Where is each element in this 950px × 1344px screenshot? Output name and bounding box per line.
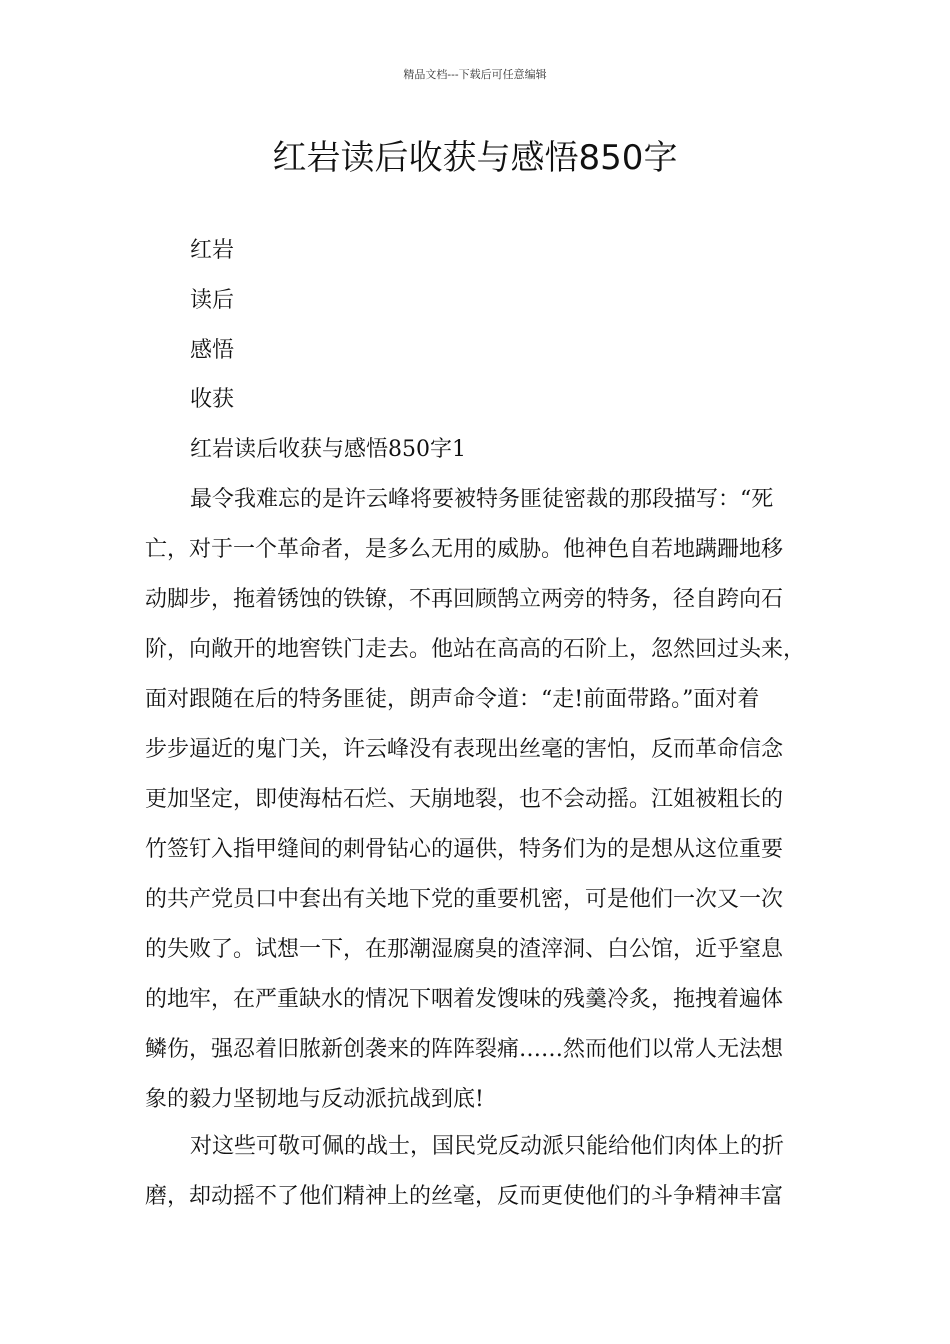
paragraph-1 bbox=[145, 485, 825, 1135]
paragraph-line: 磨，却动摇不了他们精神上的丝毫，反而更使他们的斗争精神丰富 bbox=[145, 1184, 784, 1209]
paragraph-line: 的共产党员口中套出有关地下党的重要机密，可是他们一次又一次 bbox=[145, 887, 784, 912]
keyword-duhou: 读后 bbox=[190, 288, 235, 313]
paragraph-line: 象的毅力坚韧地与反动派抗战到底! bbox=[145, 1087, 484, 1112]
keyword-shouhuo: 收获 bbox=[190, 387, 235, 412]
document-title: 红岩读后收获与感悟850字 bbox=[272, 138, 678, 178]
paragraph-line: 动脚步，拖着锈蚀的铁镣，不再回顾鹄立两旁的特务，径自跨向石 bbox=[145, 587, 784, 612]
section-subheading: 红岩读后收获与感悟850字1 bbox=[190, 437, 466, 462]
keyword-hongyan: 红岩 bbox=[190, 238, 235, 263]
paragraph-line: 的失败了。试想一下，在那潮湿腐臭的渣滓洞、白公馆，近乎窒息 bbox=[145, 937, 784, 962]
paragraph-line: 亡，对于一个革命者，是多么无用的威胁。他神色自若地蹒跚地移 bbox=[145, 537, 784, 562]
paragraph-line: 更加坚定，即使海枯石烂、天崩地裂，也不会动摇。江姐被粗长的 bbox=[145, 787, 784, 812]
paragraph-line: 最令我难忘的是许云峰将要被特务匪徒密裁的那段描写：“死 bbox=[190, 487, 774, 512]
paragraph-line: 阶，向敞开的地窖铁门走去。他站在高高的石阶上，忽然回过头来， bbox=[145, 637, 806, 662]
page-header: 精品文档---下载后可任意编辑 bbox=[403, 68, 547, 81]
paragraph-line: 对这些可敬可佩的战士，国民党反动派只能给他们肉体上的折 bbox=[190, 1134, 785, 1159]
paragraph-line: 的地牢，在严重缺水的情况下咽着发馊味的残羹冷炙，拖拽着遍体 bbox=[145, 987, 784, 1012]
keyword-ganwu: 感悟 bbox=[190, 338, 235, 363]
paragraph-line: 鳞伤，强忍着旧脓新创袭来的阵阵裂痛……然而他们以常人无法想 bbox=[145, 1037, 784, 1062]
paragraph-2 bbox=[145, 1132, 825, 1232]
paragraph-line: 步步逼近的鬼门关，许云峰没有表现出丝毫的害怕，反而革命信念 bbox=[145, 737, 784, 762]
paragraph-line: 竹签钉入指甲缝间的刺骨钻心的逼供，特务们为的是想从这位重要 bbox=[145, 837, 784, 862]
paragraph-line: 面对跟随在后的特务匪徒，朗声命令道：“走!前面带路。”面对着 bbox=[145, 687, 760, 712]
